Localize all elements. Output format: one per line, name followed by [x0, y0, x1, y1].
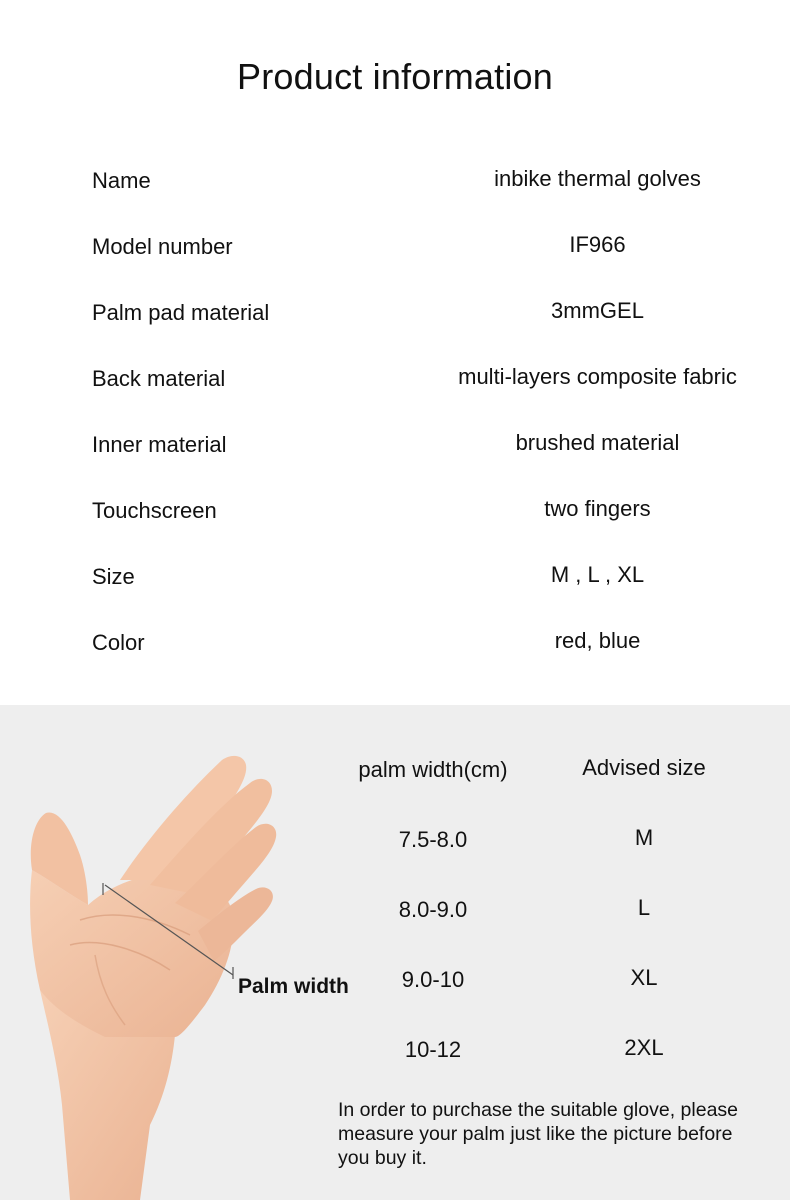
palm-width-cell: 10-12: [404, 1037, 462, 1062]
spec-value: two fingers: [544, 496, 651, 521]
spec-row-name: [0, 168, 790, 208]
spec-value: brushed material: [515, 430, 680, 455]
hand-illustration: [0, 705, 360, 1200]
spec-row-back-material: [0, 366, 790, 406]
spec-row-color: [0, 630, 790, 670]
header-palm-width: palm width(cm): [358, 757, 508, 782]
spec-row-touchscreen: [0, 498, 790, 538]
spec-label: Color: [92, 630, 145, 655]
page-title: Product information: [237, 56, 553, 97]
size-guide-panel: [0, 705, 790, 1200]
palm-width-label: Palm width: [238, 975, 349, 998]
measurement-note: In order to purchase the suitable glove, please measure your palm just like the picture before you buy it.: [338, 1099, 739, 1169]
header-advised-size: Advised size: [582, 755, 706, 780]
spec-row-size: [0, 564, 790, 604]
spec-label: Size: [92, 564, 135, 589]
spec-label: Palm pad material: [92, 300, 270, 325]
spec-label: Touchscreen: [92, 498, 217, 523]
spec-row-model-number: [0, 234, 790, 274]
spec-label: Name: [92, 168, 151, 193]
spec-row-palm-pad-material: [0, 300, 790, 340]
advised-size-cell: M: [634, 825, 654, 850]
spec-value: multi-layers composite fabric: [458, 364, 737, 389]
spec-label: Back material: [92, 366, 226, 391]
spec-value: IF966: [569, 232, 626, 257]
advised-size-cell: XL: [630, 965, 658, 990]
spec-label: Inner material: [92, 432, 227, 457]
spec-label: Model number: [92, 234, 233, 259]
spec-value: inbike thermal golves: [494, 166, 701, 191]
palm-width-cell: 7.5-8.0: [398, 827, 468, 852]
palm-width-cell: 9.0-10: [401, 967, 465, 992]
advised-size-cell: 2XL: [624, 1035, 664, 1060]
palm-width-cell: 8.0-9.0: [398, 897, 468, 922]
spec-value: 3mmGEL: [551, 298, 644, 323]
spec-row-inner-material: [0, 432, 790, 472]
spec-value: red, blue: [554, 628, 641, 653]
spec-value: M , L , XL: [550, 562, 645, 587]
advised-size-cell: L: [637, 895, 651, 920]
